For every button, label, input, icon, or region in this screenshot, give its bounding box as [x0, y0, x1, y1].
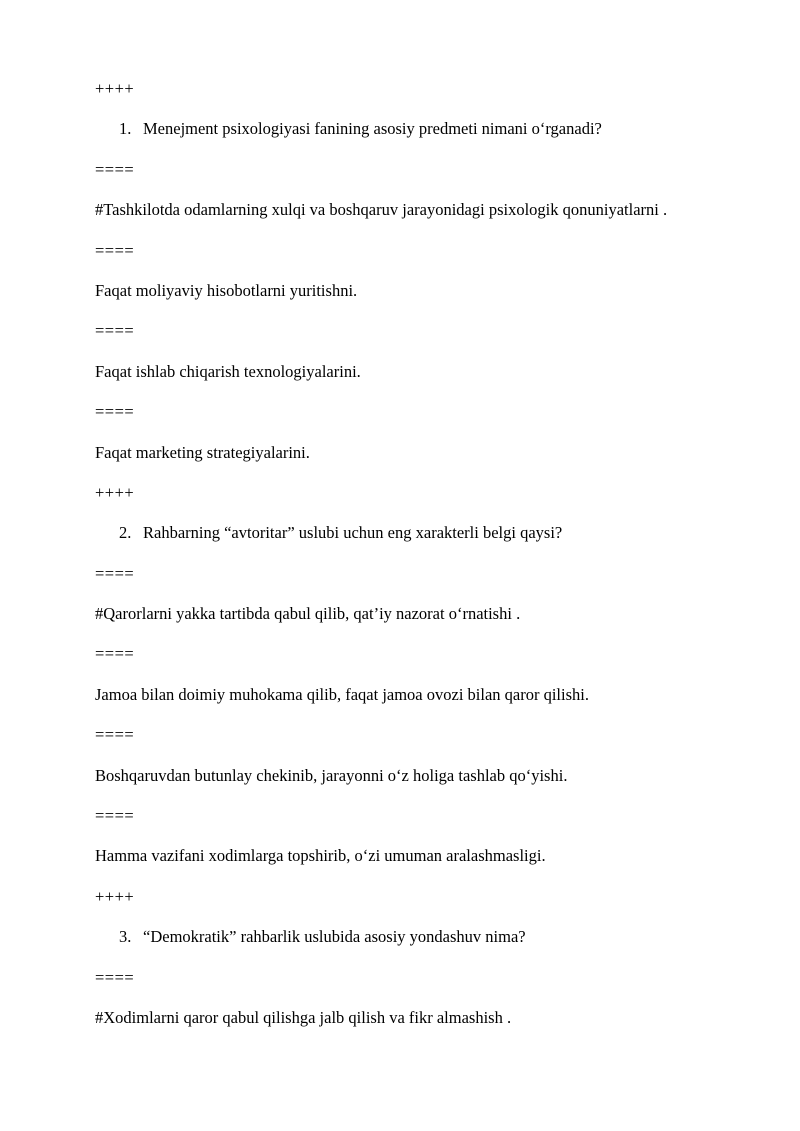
answer-option: Boshqaruvdan butunlay chekinib, jarayonni o‘z holiga tashlab qo‘yishi. [95, 765, 568, 785]
separator-equals: ==== [95, 240, 135, 260]
question-2 [95, 523, 775, 543]
question-text: “Demokratik” rahbarlik uslubida asosiy yondashuv nima? [143, 927, 526, 947]
answer-option: Jamoa bilan doimiy muhokama qilib, faqat jamoa ovozi bilan qaror qilishi. [95, 684, 589, 704]
separator-equals: ==== [95, 967, 135, 987]
question-3 [95, 927, 775, 947]
answer-correct: #Qarorlarni yakka tartibda qabul qilib, qat’iy nazorat o‘rnatishi . [95, 604, 521, 624]
separator-plus: ++++ [95, 482, 135, 502]
question-number: 2. [119, 523, 132, 543]
question-text: Rahbarning “avtoritar” uslubi uchun eng xarakterli belgi qaysi? [143, 523, 563, 543]
separator-equals: ==== [95, 644, 135, 664]
separator-equals: ==== [95, 321, 135, 341]
separator-plus: ++++ [95, 886, 135, 906]
separator-equals: ==== [95, 159, 135, 179]
answer-option: Faqat marketing strategiyalarini. [95, 442, 310, 462]
question-number: 1. [119, 119, 132, 139]
answer-option: Hamma vazifani xodimlarga topshirib, o‘zi umuman aralashmasligi. [95, 846, 546, 866]
answer-option: Faqat moliyaviy hisobotlarni yuritishni. [95, 280, 358, 300]
answer-correct: #Tashkilotda odamlarning xulqi va boshqaruv jarayonidagi psixologik qonuniyatlarni . [95, 200, 668, 220]
answer-correct: #Xodimlarni qaror qabul qilishga jalb qilish va fikr almashish . [95, 1007, 512, 1027]
separator-equals: ==== [95, 402, 135, 422]
separator-equals: ==== [95, 725, 135, 745]
separator-equals: ==== [95, 806, 135, 826]
question-number: 3. [119, 927, 132, 947]
answer-option: Faqat ishlab chiqarish texnologiyalarini. [95, 361, 361, 381]
document-page [95, 79, 775, 1048]
separator-equals: ==== [95, 563, 135, 583]
separator-plus: ++++ [95, 79, 135, 98]
question-text: Menejment psixologiyasi fanining asosiy predmeti nimani o‘rganadi? [143, 119, 602, 139]
question-1 [95, 119, 775, 139]
